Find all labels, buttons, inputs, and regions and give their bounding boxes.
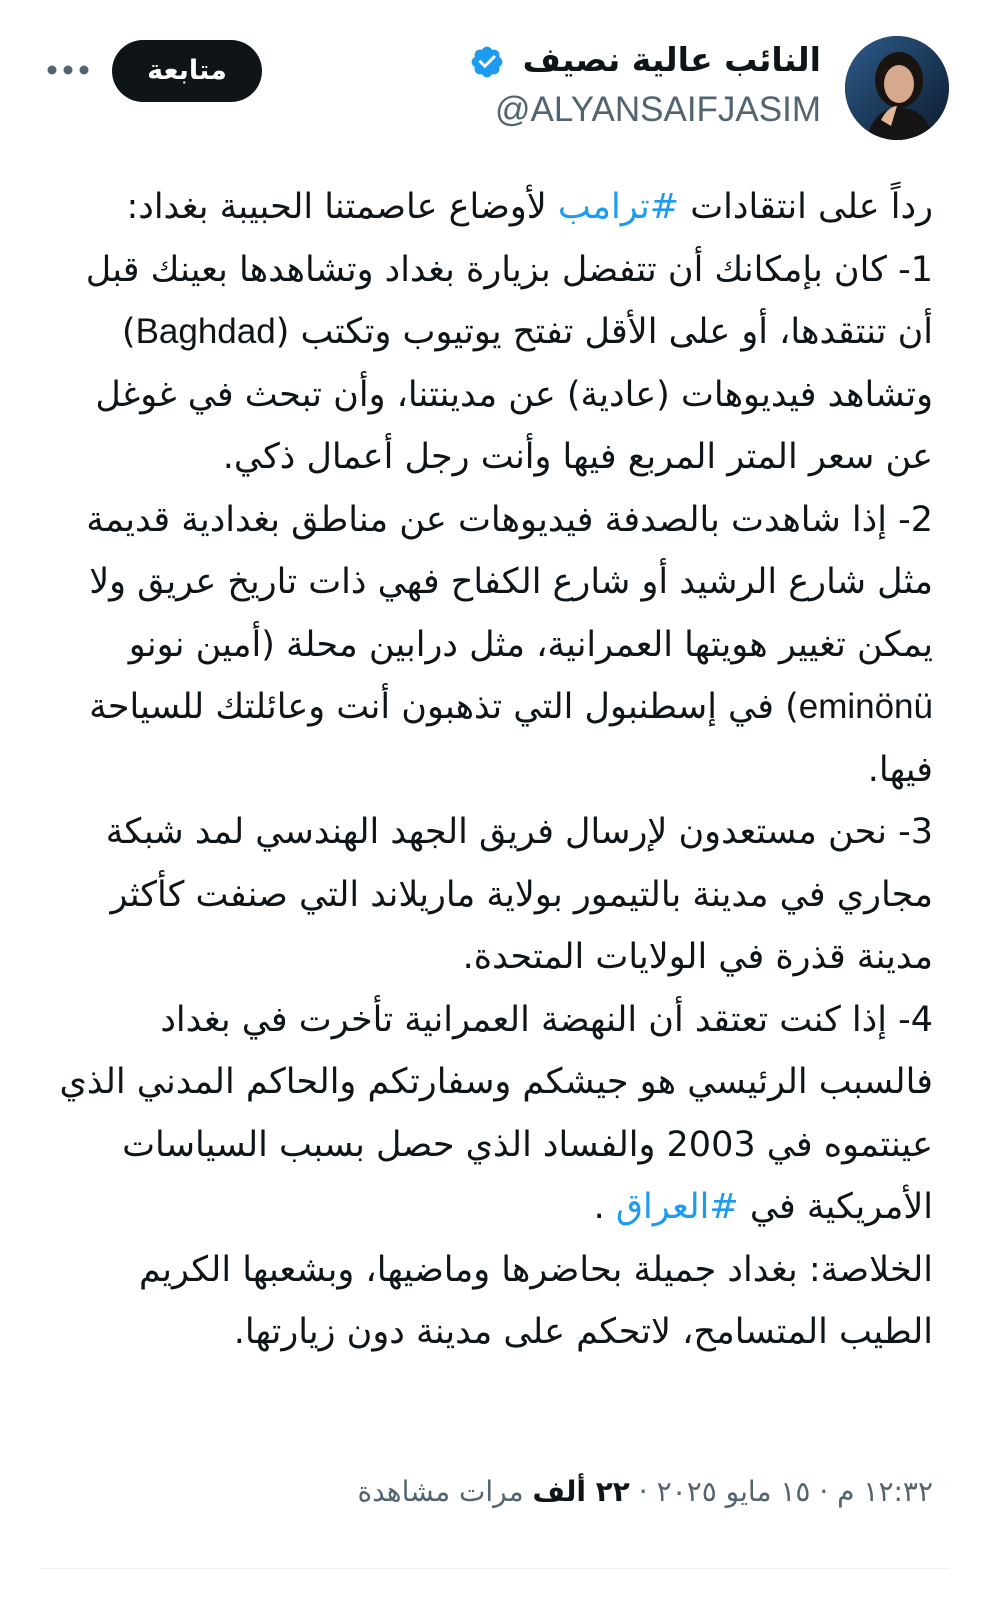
point-4-text-end: . <box>593 1187 616 1227</box>
tweet-point-3: 3- نحن مستعدون لإرسال فريق الجهد الهندسي لمد شبكة مجاري في مدينة بالتيمور بولاية ماريلاند التي صنفت كأكثر مدينة قذرة في الولايات المتحدة. <box>105 812 933 977</box>
follow-button[interactable]: متابعة <box>112 40 262 102</box>
meta-separator: · <box>819 1475 829 1508</box>
tweet-meta <box>56 1472 933 1512</box>
tweet-conclusion: الخلاصة: بغداد جميلة بحاضرها وماضيها، وبشعبها الكريم الطيب المتسامح، لاتحكم على مدينة دون زيارتها. <box>139 1249 933 1352</box>
tweet-point-4 <box>56 989 933 1239</box>
meta-separator-2: · <box>638 1475 648 1508</box>
point-2-text-end: ) في إسطنبول التي تذهبون أنت وعائلتك للسياحة فيها. <box>89 687 933 790</box>
author-name-row[interactable] <box>469 38 821 82</box>
point-1-text: 1- كان بإمكانك أن تتفضل بزيارة بغداد وتشاهدها بعينك قبل أن تنتقدها، أو على الأقل تفتح يوتيوب وتكتب ( <box>85 249 933 352</box>
point-4-text: 4- إذا كنت تعتقد أن النهضة العمرانية تأخرت في بغداد فالسبب الرئيسي هو جيشكم وسفارتكم والحاكم المدني الذي عينتموه في 2003 والفساد الذي حصل بسبب السياسات الأمريكية في <box>59 999 933 1227</box>
point-1-text-end: ) وتشاهد فيديوهات (عادية) عن مدينتنا، وأن تبحث في غوغل عن سعر المتر المربع فيها وأنت رجل أعمال ذكي. <box>95 312 933 477</box>
tweet-point-2 <box>56 489 933 802</box>
point-1-latin-word: Baghdad <box>135 312 276 351</box>
tweet-text <box>56 176 933 1364</box>
point-2-text: 2- إذا شاهدت بالصدفة فيديوهات عن مناطق بغدادية قديمة مثل شارع الرشيد أو شارع الكفاح فهي ذات تاريخ عريق ولا يمكن تغيير هويتها العمرانية، مثل درابين محلة (أمين نونو <box>86 499 933 665</box>
hashtag-iraq-link[interactable]: #العراق <box>615 1187 739 1227</box>
hashtag-trump-link[interactable]: #ترامب <box>557 187 680 227</box>
more-dots-glyph <box>40 50 100 90</box>
views-label: مرات مشاهدة <box>357 1475 524 1508</box>
avatar[interactable] <box>845 36 949 140</box>
intro-text: رداً على انتقادات <box>679 187 933 227</box>
tweet-intro <box>56 176 933 239</box>
author-display-name[interactable]: النائب عالية نصيف <box>522 40 821 79</box>
profile-photo <box>845 36 949 140</box>
views-count: ٢٢ ألف <box>532 1475 630 1508</box>
verified-badge-icon <box>469 44 505 80</box>
divider <box>40 1568 949 1569</box>
tweet-point-1 <box>56 239 933 489</box>
author-handle[interactable]: @ALYANSAIFJASIM <box>495 90 821 129</box>
tweet-date[interactable]: ١٥ مايو ٢٠٢٥ <box>656 1475 811 1508</box>
author-block <box>469 38 821 134</box>
tweet-header <box>40 28 949 148</box>
intro-text-end: لأوضاع عاصمتنا الحبيبة بغداد: <box>126 187 558 227</box>
point-2-latin-word: eminönü <box>798 687 933 726</box>
tweet-time[interactable]: ١٢:٣٢ م <box>837 1475 933 1508</box>
more-horizontal-icon[interactable] <box>40 50 100 90</box>
